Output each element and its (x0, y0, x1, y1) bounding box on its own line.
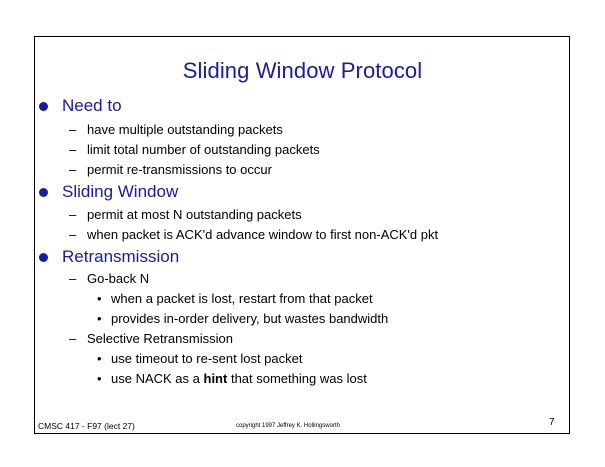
section-need-to (39, 96, 122, 116)
list-item (69, 271, 149, 286)
list-item (69, 207, 302, 222)
dash-icon: – (69, 331, 77, 346)
dash-icon: – (69, 227, 77, 242)
small-bullet-icon: • (97, 371, 102, 386)
dash-icon: – (69, 142, 77, 157)
list-item (97, 311, 388, 326)
list-item-text-part: that something was lost (230, 371, 367, 386)
list-item (97, 291, 373, 306)
list-item-text: have multiple outstanding packets (87, 122, 283, 137)
list-item-text (111, 371, 367, 386)
list-item-text: Go-back N (87, 271, 150, 286)
section-sliding-window (39, 182, 178, 202)
list-item-text: when a packet is lost, restart from that packet (111, 291, 373, 306)
list-item (69, 142, 320, 157)
list-item-text: provides in-order delivery, but wastes bandwidth (111, 311, 389, 326)
section-heading: Need to (62, 96, 122, 115)
footer-copyright: copyright 1997 Jeffrey K. Hollingsworth (236, 423, 340, 429)
filled-circle-icon (39, 188, 48, 197)
list-item-text: use timeout to re-sent lost packet (111, 351, 303, 366)
list-item (69, 331, 233, 346)
section-retransmission (39, 247, 179, 267)
small-bullet-icon: • (97, 351, 102, 366)
dash-icon: – (69, 271, 77, 286)
emphasis-hint: hint (203, 371, 228, 386)
slide-title: Sliding Window Protocol (182, 58, 423, 83)
list-item (69, 162, 272, 177)
list-item-text: when packet is ACK'd advance window to first non-ACK'd pkt (87, 227, 439, 242)
list-item-text: permit at most N outstanding packets (87, 207, 302, 222)
section-heading: Sliding Window (62, 182, 179, 201)
small-bullet-icon: • (97, 311, 102, 326)
dash-icon: – (69, 207, 77, 222)
footer-course: CMSC 417 - F97 (lect 27) (38, 421, 135, 431)
list-item-text: limit total number of outstanding packets (87, 142, 320, 157)
list-item-text-part: use NACK as a (111, 371, 200, 386)
dash-icon: – (69, 162, 77, 177)
filled-circle-icon (39, 102, 48, 111)
list-item (97, 371, 367, 386)
filled-circle-icon (39, 253, 48, 262)
list-item-text: permit re-transmissions to occur (87, 162, 272, 177)
list-item (69, 227, 438, 242)
list-item (97, 351, 302, 366)
section-heading: Retransmission (62, 247, 180, 266)
list-item-text: Selective Retransmission (87, 331, 233, 346)
list-item (69, 122, 283, 137)
page-number: 7 (549, 417, 555, 428)
small-bullet-icon: • (97, 291, 102, 306)
dash-icon: – (69, 122, 77, 137)
